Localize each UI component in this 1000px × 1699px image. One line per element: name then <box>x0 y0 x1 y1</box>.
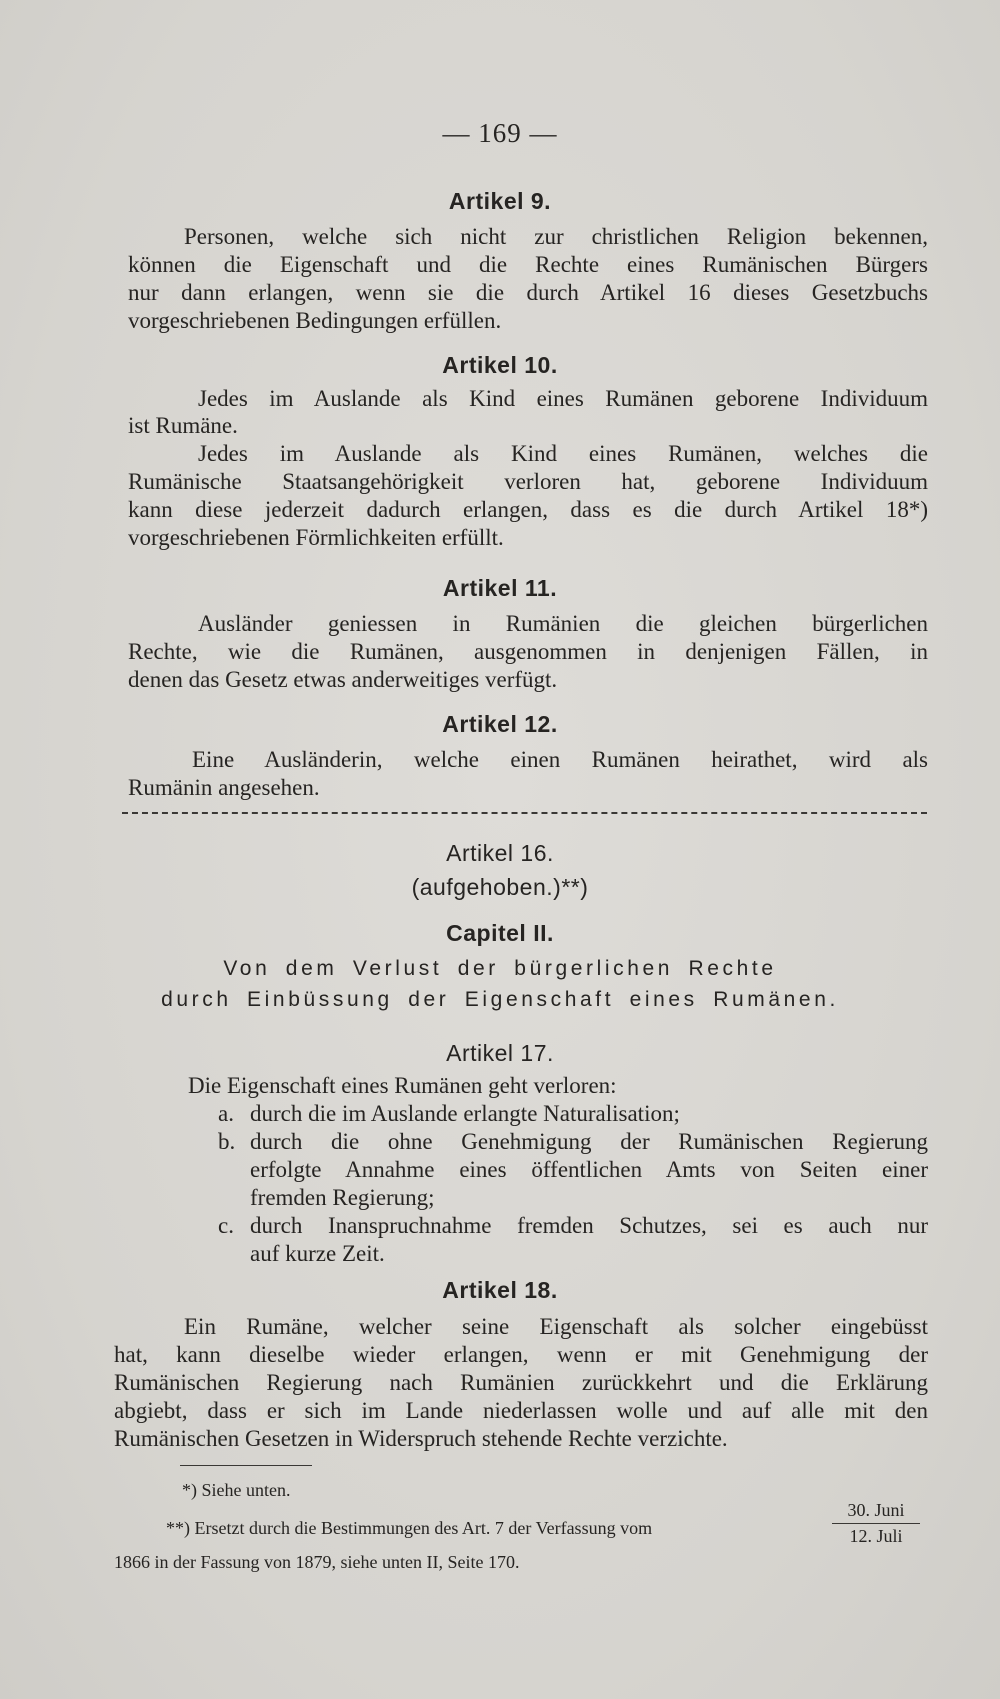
omission-dashed-rule <box>122 812 927 814</box>
footnote-2: **) Ersetzt durch die Bestimmungen des Art. 7 der Verfassung vom <box>166 1518 653 1538</box>
article-11-line: Ausländer geniessen in Rumänien die gleichen bürgerlichen <box>198 611 928 636</box>
footnote-2-continuation: 1866 in der Fassung von 1879, siehe unten II, Seite 170. <box>114 1552 520 1572</box>
article-10-line: kann diese jederzeit dadurch erlangen, dass es die durch Artikel 18*) <box>128 497 928 522</box>
list-item-line: auf kurze Zeit. <box>250 1241 385 1266</box>
article-18-line: hat, kann dieselbe wieder erlangen, wenn er mit Genehmigung der <box>114 1342 928 1367</box>
article-12-heading: Artikel 12. <box>442 711 558 737</box>
footnote-1: *) Siehe unten. <box>182 1480 291 1500</box>
footnote-rule <box>180 1465 312 1466</box>
page-number: — 169 — <box>442 118 558 148</box>
list-marker: c. <box>218 1213 234 1238</box>
article-18-line: abgiebt, dass er sich im Lande niederlassen wolle und auf alle mit den <box>114 1398 928 1423</box>
article-12-line: Eine Ausländerin, welche einen Rumänen heirathet, wird als <box>192 747 928 772</box>
article-11-line: denen das Gesetz etwas anderweitiges verfügt. <box>128 667 558 692</box>
fraction-denominator: 12. Juli <box>849 1526 903 1546</box>
list-item-line: fremden Regierung; <box>250 1185 435 1210</box>
article-9-heading: Artikel 9. <box>448 188 552 214</box>
chapter-2-title-line: Von dem Verlust der bürgerlichen Rechte <box>223 957 777 980</box>
article-9-line: nur dann erlangen, wenn sie die durch Artikel 16 dieses Gesetzbuchs <box>128 280 928 305</box>
list-marker: b. <box>218 1129 236 1154</box>
article-18-line: Rumänischen Gesetzen in Widerspruch stehende Rechte verzichte. <box>114 1426 728 1451</box>
article-9-line: Personen, welche sich nicht zur christlichen Religion bekennen, <box>184 224 928 249</box>
list-marker: a. <box>218 1101 234 1126</box>
article-11-heading: Artikel 11. <box>442 575 558 601</box>
article-11-line: Rechte, wie die Rumänen, ausgenommen in denjenigen Fällen, in <box>128 639 928 664</box>
fraction-numerator: 30. Juni <box>832 1500 920 1524</box>
chapter-2-title-line: durch Einbüssung der Eigenschaft eines Rumänen. <box>161 988 839 1011</box>
article-10-line: Jedes im Auslande als Kind eines Rumänen, welches die <box>198 441 928 466</box>
list-item-line: durch Inanspruchnahme fremden Schutzes, sei es auch nur <box>250 1213 928 1238</box>
article-18-line: Ein Rumäne, welcher seine Eigenschaft als solcher eingebüsst <box>184 1314 928 1339</box>
article-12-line: Rumänin angesehen. <box>128 775 320 800</box>
article-17-heading: Artikel 17. <box>446 1040 554 1066</box>
list-item-line: durch die ohne Genehmigung der Rumänischen Regierung <box>250 1129 928 1154</box>
footnote-date-fraction <box>832 1500 920 1547</box>
article-10-line: Jedes im Auslande als Kind eines Rumänen geborene Individuum <box>198 386 928 411</box>
article-10-line: Rumänische Staatsangehörigkeit verloren hat, geborene Individuum <box>128 469 928 494</box>
list-item-line: erfolgte Annahme eines öffentlichen Amts von Seiten einer <box>250 1157 928 1182</box>
article-10-line: vorgeschriebenen Förmlichkeiten erfüllt. <box>128 525 504 550</box>
article-9-line: vorgeschriebenen Bedingungen erfüllen. <box>128 308 502 333</box>
article-10-line: ist Rumäne. <box>128 413 238 438</box>
article-18-heading: Artikel 18. <box>442 1277 558 1303</box>
article-10-heading: Artikel 10. <box>442 352 558 378</box>
chapter-2-heading: Capitel II. <box>446 920 554 946</box>
article-17-intro: Die Eigenschaft eines Rumänen geht verloren: <box>188 1073 617 1098</box>
article-18-line: Rumänischen Regierung nach Rumänien zurückkehrt und die Erklärung <box>114 1370 928 1395</box>
article-16-repealed-note: (aufgehoben.)**) <box>411 874 589 900</box>
list-item-line: durch die im Auslande erlangte Naturalisation; <box>250 1101 680 1126</box>
article-16-heading: Artikel 16. <box>446 840 554 866</box>
article-9-line: können die Eigenschaft und die Rechte eines Rumänischen Bürgers <box>128 252 928 277</box>
